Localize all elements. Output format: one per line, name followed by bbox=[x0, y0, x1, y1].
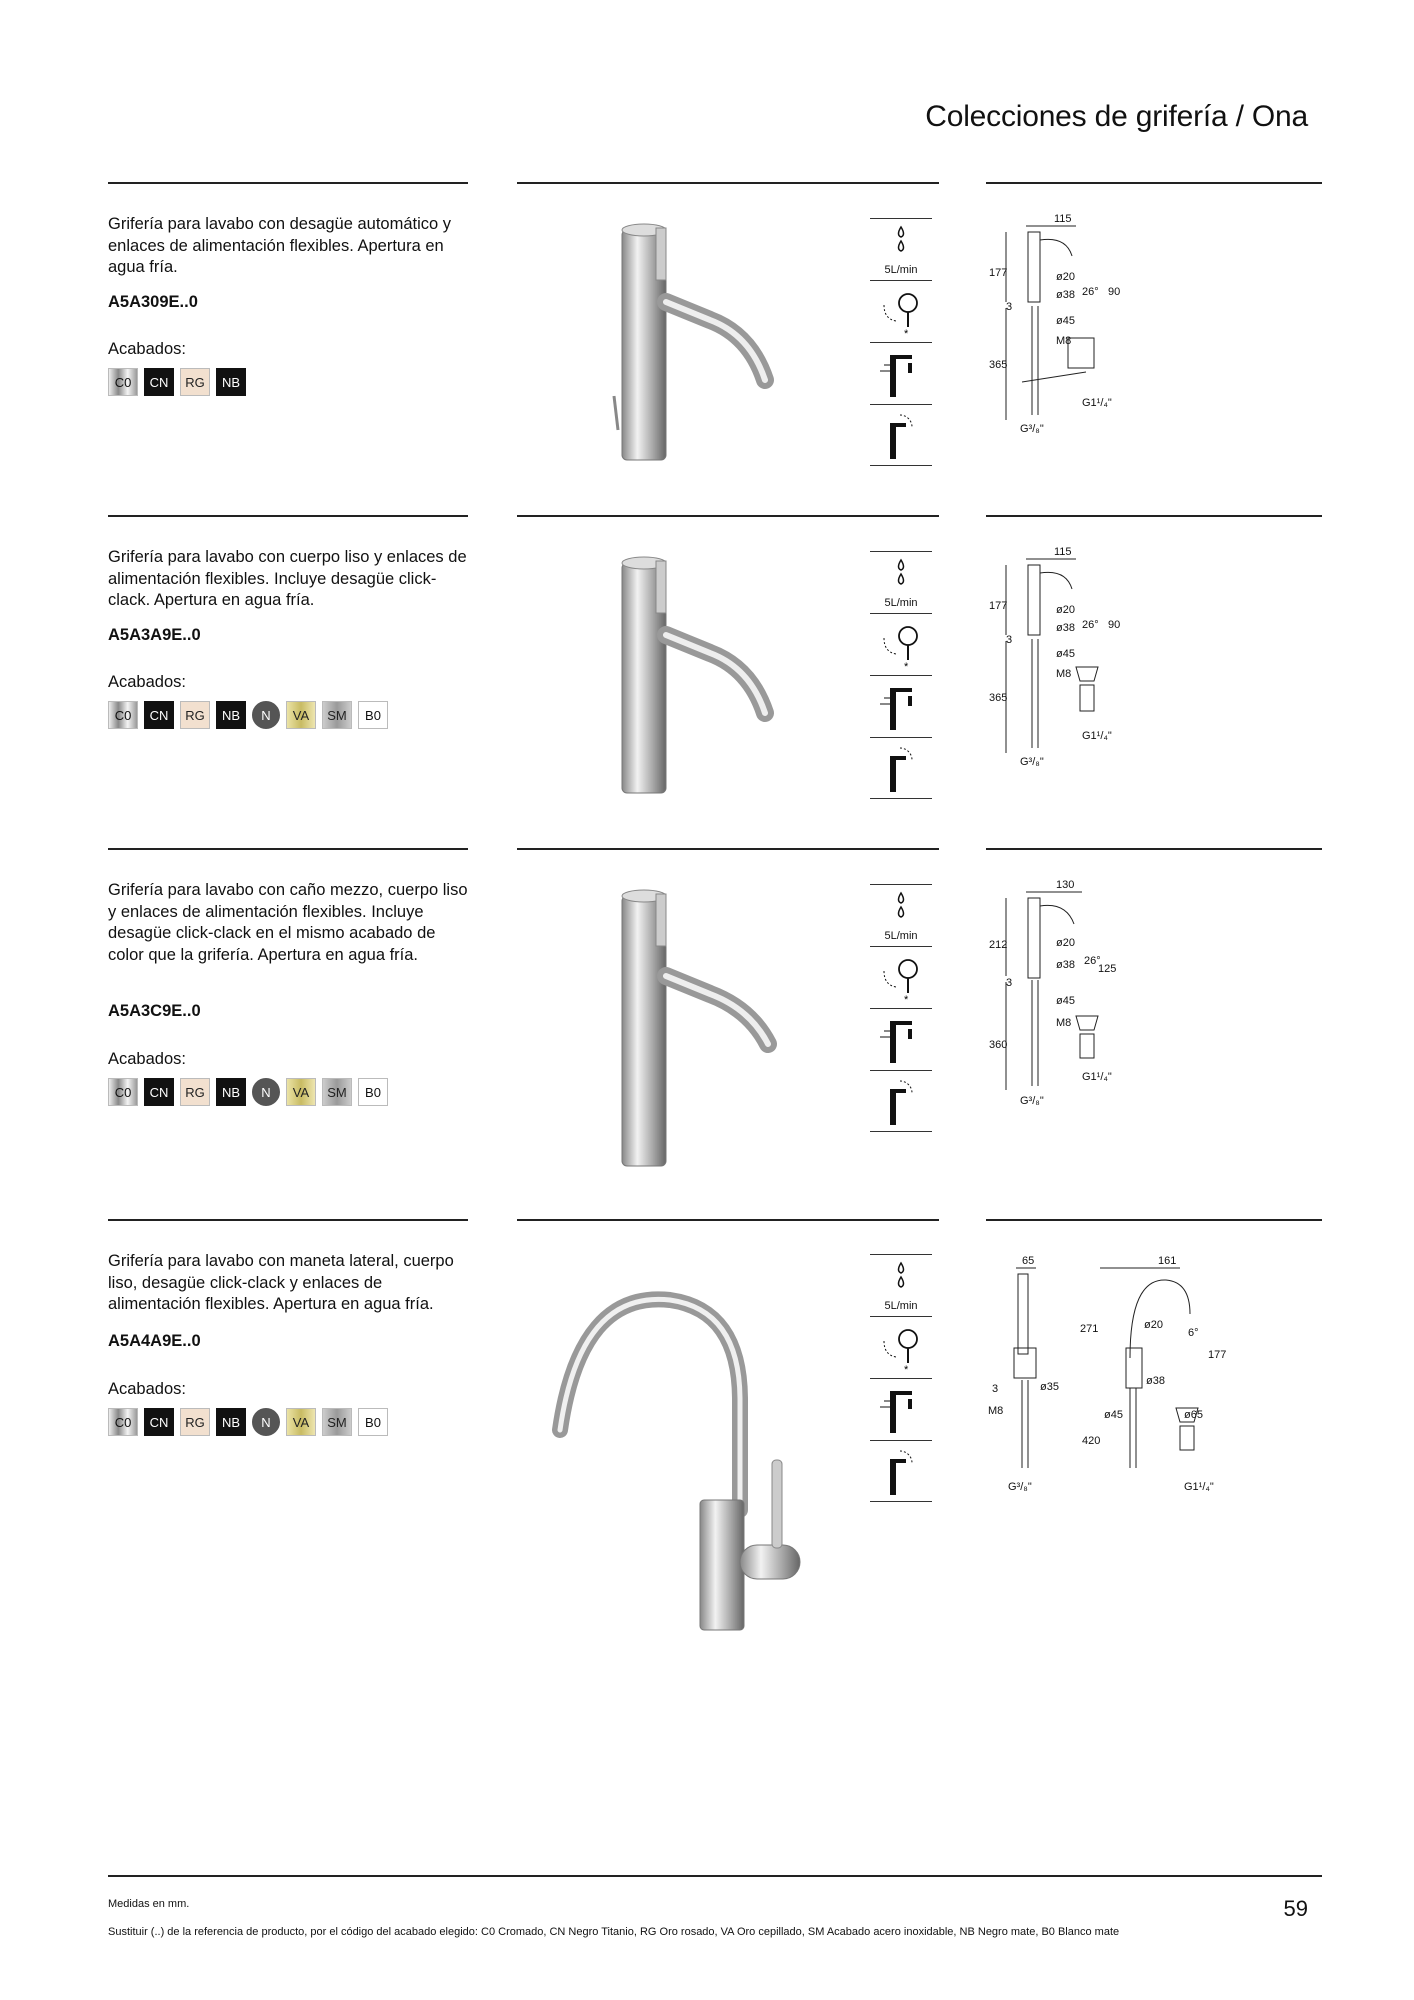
finish-swatch-rg[interactable]: RG bbox=[180, 701, 210, 729]
divider bbox=[986, 848, 1322, 850]
dim-thread: M8 bbox=[1056, 335, 1072, 347]
divider bbox=[108, 848, 468, 850]
finish-swatches bbox=[108, 701, 388, 729]
finish-swatch-va[interactable]: VA bbox=[286, 1078, 316, 1106]
tall-faucet-icon bbox=[870, 1009, 932, 1069]
dim-d35: ø35 bbox=[1040, 1381, 1059, 1393]
divider bbox=[517, 1219, 939, 1221]
finish-swatch-c0[interactable]: C0 bbox=[108, 368, 138, 396]
dim-small: 3 bbox=[1006, 301, 1013, 313]
technical-drawing bbox=[980, 1248, 1240, 1508]
finish-swatch-c0[interactable]: C0 bbox=[108, 1408, 138, 1436]
finishes-label: Acabados: bbox=[108, 340, 186, 358]
dim-side-width: 65 bbox=[1022, 1255, 1035, 1267]
dim-d1: ø20 bbox=[1056, 271, 1075, 283]
divider bbox=[108, 1219, 468, 1221]
finishes-label: Acabados: bbox=[108, 1050, 186, 1068]
divider bbox=[517, 182, 939, 184]
finish-swatch-sm[interactable]: SM bbox=[322, 1408, 352, 1436]
flow-rate-cell bbox=[870, 218, 932, 280]
finish-swatch-n[interactable]: N bbox=[252, 1408, 280, 1436]
dim-d2: ø38 bbox=[1146, 1375, 1165, 1387]
dim-small: 3 bbox=[1006, 977, 1013, 989]
dim-d2: ø38 bbox=[1056, 289, 1075, 301]
technical-drawing bbox=[986, 876, 1126, 1116]
tall-faucet-icon bbox=[870, 343, 932, 403]
dim-d2: ø38 bbox=[1056, 959, 1075, 971]
dim-height: 177 bbox=[989, 267, 1008, 279]
dim-width: 115 bbox=[1054, 213, 1072, 225]
dim-thread: M8 bbox=[1056, 1017, 1072, 1029]
pivot-faucet-icon bbox=[870, 1071, 932, 1131]
pivot-faucet-icon bbox=[870, 405, 932, 465]
flow-rate-label: 5L/min bbox=[884, 597, 918, 609]
finish-swatch-rg[interactable]: RG bbox=[180, 1408, 210, 1436]
footer-note: Medidas en mm. bbox=[108, 1898, 190, 1910]
finish-swatch-cn[interactable]: CN bbox=[144, 1408, 174, 1436]
faucet-image bbox=[510, 543, 855, 808]
finish-swatch-va[interactable]: VA bbox=[286, 701, 316, 729]
faucet-image bbox=[510, 210, 855, 475]
cold-water-opening-icon bbox=[870, 1317, 932, 1377]
water-drop-icon bbox=[870, 219, 932, 263]
finish-swatch-n[interactable]: N bbox=[252, 701, 280, 729]
technical-drawing bbox=[986, 543, 1126, 773]
water-drop-icon bbox=[870, 1255, 932, 1299]
divider bbox=[108, 515, 468, 517]
pivot-faucet-icon bbox=[870, 738, 932, 798]
faucet-image bbox=[510, 876, 855, 1176]
flow-rate-cell bbox=[870, 1254, 932, 1316]
cold-water-opening-icon bbox=[870, 281, 932, 341]
dim-reach: 125 bbox=[1098, 963, 1117, 975]
dim-small: 3 bbox=[992, 1383, 999, 1395]
dim-width: 115 bbox=[1054, 546, 1072, 558]
finish-swatch-cn[interactable]: CN bbox=[144, 1078, 174, 1106]
tall-faucet-icon bbox=[870, 676, 932, 736]
finish-swatch-cn[interactable]: CN bbox=[144, 368, 174, 396]
dim-low: 420 bbox=[1082, 1435, 1101, 1447]
finish-swatch-nb[interactable]: NB bbox=[216, 1408, 246, 1436]
dim-height: 212 bbox=[989, 939, 1008, 951]
dim-g1: G³/₈" bbox=[1020, 423, 1044, 435]
dim-d1: ø20 bbox=[1056, 937, 1075, 949]
dim-d3: ø45 bbox=[1104, 1409, 1123, 1421]
dim-g1: G³/₈" bbox=[1020, 756, 1044, 768]
page-number: 59 bbox=[1283, 1896, 1308, 1921]
finish-swatches bbox=[108, 1078, 388, 1106]
dim-d65: ø65 bbox=[1184, 1409, 1203, 1421]
feature-icons bbox=[870, 551, 932, 799]
finish-swatch-nb[interactable]: NB bbox=[216, 368, 246, 396]
divider bbox=[517, 515, 939, 517]
faucet-image bbox=[540, 1260, 860, 1640]
feature-icons bbox=[870, 1254, 932, 1502]
footer-divider bbox=[108, 1875, 1322, 1877]
finish-swatch-nb[interactable]: NB bbox=[216, 701, 246, 729]
product-description: Grifería para lavabo con desagüe automático y enlaces de alimentación flexibles. Apertura en agua fría. bbox=[108, 215, 452, 276]
dim-thread: M8 bbox=[988, 1405, 1004, 1417]
water-drop-icon bbox=[870, 885, 932, 929]
divider bbox=[108, 182, 468, 184]
finishes-label: Acabados: bbox=[108, 1380, 186, 1398]
finish-swatch-b0[interactable]: B0 bbox=[358, 701, 388, 729]
finish-swatches bbox=[108, 1408, 388, 1436]
dim-reach: 177 bbox=[1208, 1349, 1227, 1361]
feature-icons bbox=[870, 884, 932, 1132]
dim-d1: ø20 bbox=[1056, 604, 1075, 616]
svg-text:*: * bbox=[904, 1364, 909, 1376]
finish-swatch-rg[interactable]: RG bbox=[180, 1078, 210, 1106]
dim-d3: ø45 bbox=[1056, 995, 1075, 1007]
finish-swatch-sm[interactable]: SM bbox=[322, 701, 352, 729]
finish-swatch-nb[interactable]: NB bbox=[216, 1078, 246, 1106]
cold-water-opening-icon bbox=[870, 614, 932, 674]
product-description: Grifería para lavabo con maneta lateral, cuerpo liso, desagüe click-clack y enlaces de alimentación flexibles. Apertura en agua fría. bbox=[108, 1252, 454, 1313]
dim-g1: G³/₈" bbox=[1008, 1481, 1032, 1493]
product-code: A5A3C9E..0 bbox=[108, 1002, 201, 1020]
dim-angle: 26° bbox=[1082, 286, 1099, 298]
dim-g1: G³/₈" bbox=[1020, 1095, 1044, 1107]
technical-drawing bbox=[986, 210, 1126, 440]
product-code: A5A3A9E..0 bbox=[108, 626, 201, 644]
svg-text:*: * bbox=[904, 328, 909, 340]
finish-swatch-b0[interactable]: B0 bbox=[358, 1078, 388, 1106]
dim-angle: 26° bbox=[1082, 619, 1099, 631]
flow-rate-label: 5L/min bbox=[884, 930, 918, 942]
product-code: A5A4A9E..0 bbox=[108, 1332, 201, 1350]
dim-small: 3 bbox=[1006, 634, 1013, 646]
svg-text:*: * bbox=[904, 661, 909, 673]
product-code: A5A309E..0 bbox=[108, 293, 198, 311]
finish-swatch-va[interactable]: VA bbox=[286, 1408, 316, 1436]
finish-swatch-n[interactable]: N bbox=[252, 1078, 280, 1106]
dim-height: 177 bbox=[989, 600, 1008, 612]
dim-thread: M8 bbox=[1056, 668, 1072, 680]
divider bbox=[986, 515, 1322, 517]
cold-water-opening-icon bbox=[870, 947, 932, 1007]
divider bbox=[517, 848, 939, 850]
dim-reach: 90 bbox=[1108, 286, 1121, 298]
tall-faucet-icon bbox=[870, 1379, 932, 1439]
dim-low: 360 bbox=[989, 1039, 1008, 1051]
divider bbox=[986, 1219, 1322, 1221]
product-description: Grifería para lavabo con caño mezzo, cuerpo liso y enlaces de alimentación flexibles. Incluye desagüe click-clack en el mismo acabado de color que la grifería. Apertura en agua fría. bbox=[108, 881, 468, 964]
footer-substitution-note: Sustituir (..) de la referencia de producto, por el código del acabado elegido: C0 Cromado, CN Negro Titanio, RG Oro rosado, VA Oro cepillado, SM Acabado acero inoxidable, NB Negro mate, B0 Blanco mate bbox=[108, 1926, 1120, 1938]
dim-g2: G1¹/₄" bbox=[1082, 397, 1112, 409]
dim-g2: G1¹/₄" bbox=[1082, 1071, 1112, 1083]
dim-d1: ø20 bbox=[1144, 1319, 1163, 1331]
finish-swatch-rg[interactable]: RG bbox=[180, 368, 210, 396]
product-description: Grifería para lavabo con cuerpo liso y enlaces de alimentación flexibles. Incluye desagüe click-clack. Apertura en agua fría. bbox=[108, 548, 467, 609]
dim-reach: 90 bbox=[1108, 619, 1121, 631]
finish-swatch-cn[interactable]: CN bbox=[144, 701, 174, 729]
dim-d3: ø45 bbox=[1056, 648, 1075, 660]
finish-swatch-sm[interactable]: SM bbox=[322, 1078, 352, 1106]
finish-swatch-b0[interactable]: B0 bbox=[358, 1408, 388, 1436]
pivot-faucet-icon bbox=[870, 1441, 932, 1501]
finish-swatch-c0[interactable]: C0 bbox=[108, 1078, 138, 1106]
flow-rate-label: 5L/min bbox=[884, 1300, 918, 1312]
dim-height: 271 bbox=[1080, 1323, 1099, 1335]
dim-front-width: 161 bbox=[1158, 1255, 1177, 1267]
dim-d3: ø45 bbox=[1056, 315, 1075, 327]
feature-icons bbox=[870, 218, 932, 466]
finish-swatches bbox=[108, 368, 246, 396]
dim-width: 130 bbox=[1056, 879, 1075, 891]
dim-angle: 6° bbox=[1188, 1327, 1199, 1339]
flow-rate-cell bbox=[870, 551, 932, 613]
dim-low: 365 bbox=[989, 692, 1008, 704]
dim-g2: G1¹/₄" bbox=[1082, 730, 1112, 742]
dim-angle: 26° bbox=[1084, 955, 1101, 967]
dim-g2: G1¹/₄" bbox=[1184, 1481, 1214, 1493]
svg-text:*: * bbox=[904, 994, 909, 1006]
finish-swatch-c0[interactable]: C0 bbox=[108, 701, 138, 729]
divider bbox=[986, 182, 1322, 184]
flow-rate-cell bbox=[870, 884, 932, 946]
page-title: Colecciones de grifería / Ona bbox=[925, 100, 1308, 133]
water-drop-icon bbox=[870, 552, 932, 596]
dim-low: 365 bbox=[989, 359, 1008, 371]
flow-rate-label: 5L/min bbox=[884, 264, 918, 276]
dim-d2: ø38 bbox=[1056, 622, 1075, 634]
finishes-label: Acabados: bbox=[108, 673, 186, 691]
